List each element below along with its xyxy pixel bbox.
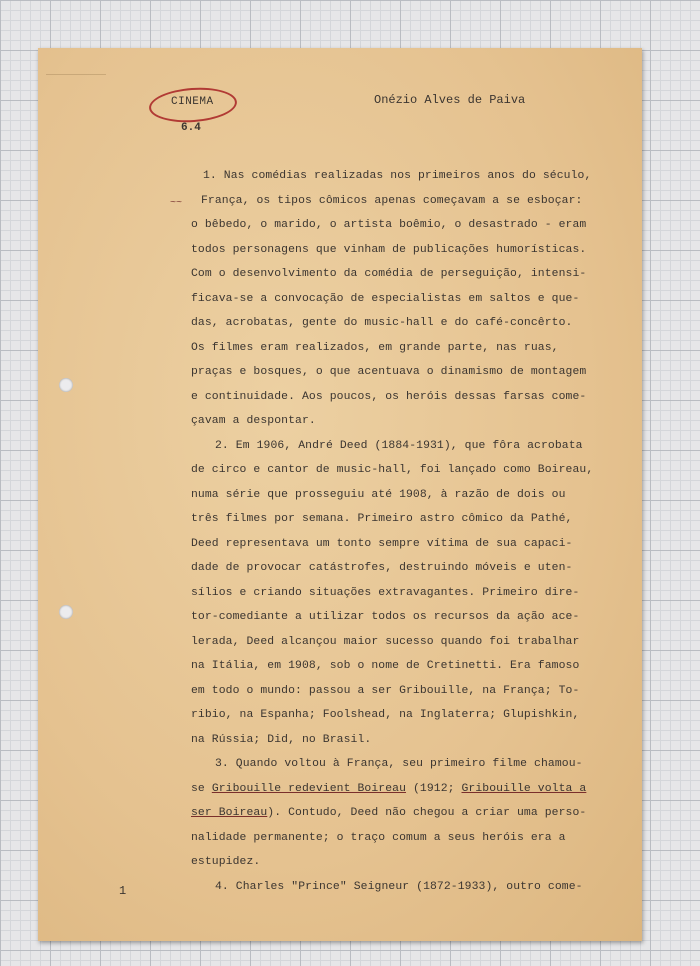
folded-corner [46,48,106,75]
text-line: praças e bosques, o que acentuava o dinamismo de montagem [191,366,587,378]
text-line: 2. Em 1906, André Deed (1884-1931), que fôra acrobata [215,440,583,452]
text-line: estupidez. [191,856,261,868]
text-line: 3. Quando voltou à França, seu primeiro filme chamou- [215,758,583,770]
text-line [191,783,586,795]
text-line: o bêbedo, o marido, o artista boêmio, o desastrado - eram [191,219,587,231]
document-page [38,48,642,941]
text-line: ribio, na Espanha; Foolshead, na Inglaterra; Glupishkin, [191,709,580,721]
text-line: França, os tipos cômicos apenas começavam a se esboçar: [201,195,583,207]
text-line: çavam a despontar. [191,415,316,427]
text-line: 4. Charles "Prince" Seigneur (1872-1933), outro come- [215,881,583,893]
text-run: ). Contudo, Deed não chegou a criar uma perso- [267,807,587,819]
text-line: três filmes por semana. Primeiro astro cômico da Pathé, [191,513,573,525]
punch-hole-bottom [59,605,73,619]
punch-hole-top [59,378,73,392]
margin-annotation: ~~ [170,198,183,209]
text-line: numa série que prosseguiu até 1908, à razão de dois ou [191,489,566,501]
text-line: ficava-se a convocação de especialistas em saltos e que- [191,293,580,305]
text-line: Com o desenvolvimento da comédia de perseguição, intensi- [191,268,587,280]
film-title-underlined: Gribouille redevient Boireau [211,783,407,795]
text-line: lerada, Deed alcançou maior sucesso quando foi trabalhar [191,636,580,648]
text-line: sílios e criando situações extravagantes. Primeiro dire- [191,587,580,599]
text-line [191,807,586,819]
text-line: de circo e cantor de music-hall, foi lançado como Boireau, [191,464,594,476]
text-line: tor-comediante a utilizar todos os recursos da ação ace- [191,611,580,623]
text-line: em todo o mundo: passou a ser Gribouille, na França; To- [191,685,580,697]
text-line: Deed representava um tonto sempre vítima de sua capaci- [191,538,573,550]
category-code: 6.4 [181,122,201,134]
film-title-underlined: ser Boireau [191,807,268,819]
text-line: dade de provocar catástrofes, destruindo móveis e uten- [191,562,573,574]
text-run: (1912; [406,783,462,795]
text-line: nalidade permanente; o traço comum a seus heróis era a [191,832,566,844]
text-line: todos personagens que vinham de publicações humorísticas. [191,244,587,256]
text-line: Os filmes eram realizados, em grande parte, nas ruas, [191,342,559,354]
text-line: das, acrobatas, gente do music-hall e do café-concêrto. [191,317,573,329]
author-name: Onézio Alves de Paiva [374,93,526,107]
text-line: e continuidade. Aos poucos, os heróis dessas farsas come- [191,391,587,403]
page-number: 1 [119,884,127,898]
text-line: na Itália, em 1908, sob o nome de Cretinetti. Era famoso [191,660,580,672]
text-line: na Rússia; Did, no Brasil. [191,734,372,746]
category-tag: CINEMA [171,96,214,108]
text-line: 1. Nas comédias realizadas nos primeiros anos do século, [203,170,592,182]
text-run: se [191,783,212,795]
film-title-underlined: Gribouille volta a [461,783,587,795]
